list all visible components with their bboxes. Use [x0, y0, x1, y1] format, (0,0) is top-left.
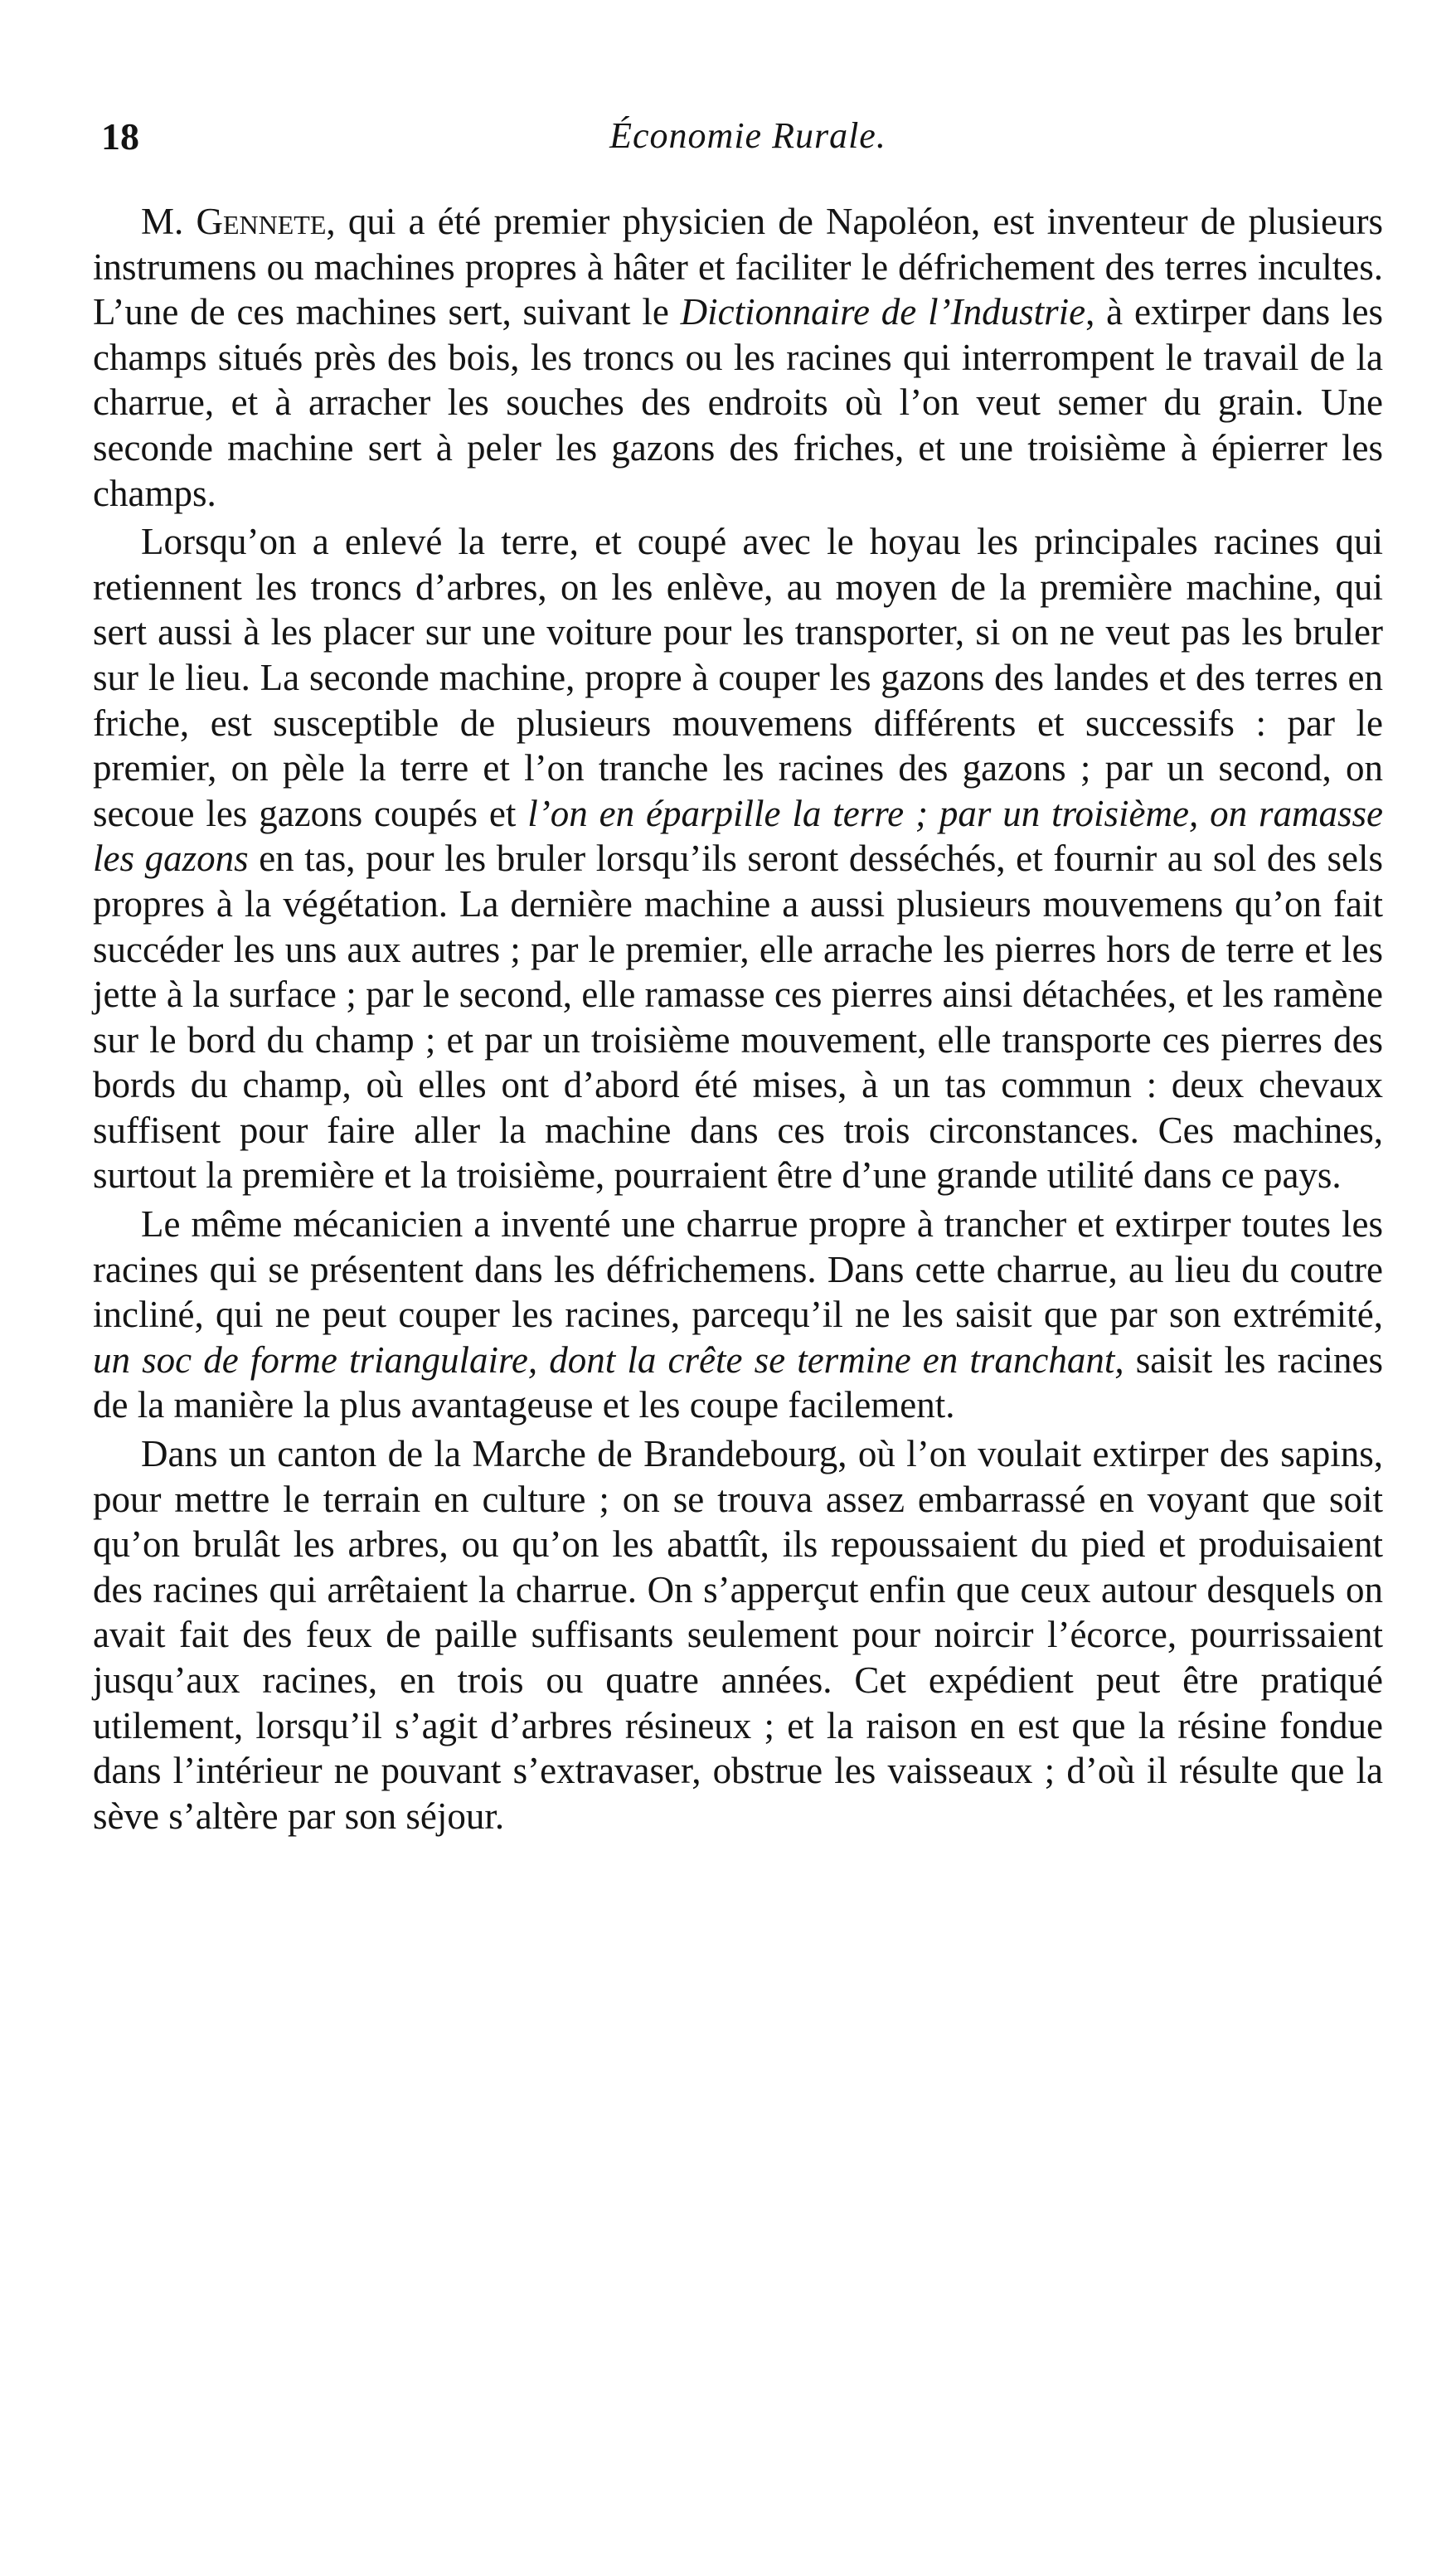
author-name: M. Gennete	[141, 201, 327, 242]
paragraph-text: Dans un canton de la Marche de Brandebourg, où l’on voulait extirper des sapins, pour mettre le terrain en culture ; on se trouva assez embarrassé en voyant que soit qu’on brulât les arbres, ou qu’on les abattît, ils repoussaient du pied et produisaient des racines qui arrêtaient la charrue. On s’apperçut enfin que ceux autour desquels on avait fait des feux de paille suffisants seulement pour noircir l’écorce, pourrissaient jusqu’aux racines, en trois ou quatre années. Cet expédient peut être pratiqué utilement, lorsqu’il s’agit d’arbres résineux ; et la raison en est que la résine fondue dans l’intérieur ne pouvant s’extravaser, obstrue les vaisseaux ; d’où il résulte que la sève s’altère par son séjour.	[93, 1433, 1383, 1837]
paragraph-text: saisit les racines de la manière la plus avantageuse et les coupe facilement.	[93, 1338, 1383, 1426]
paragraph-text: Le même mécanicien a inventé une charrue propre à trancher et extirper toutes les racines qui se présentent dans les défrichemens. Dans cette charrue, au lieu du coutre incliné, qui ne peut couper les racines, parcequ’il ne les saisit que par son extrémité,	[93, 1203, 1383, 1336]
running-head: Économie Rurale.	[609, 115, 886, 156]
paragraph-machine-usage	[93, 519, 1383, 1198]
italic-text: l’on en éparpille la terre ; par un troisième, on ramasse les gazons	[93, 792, 1384, 880]
paragraph-gennete-machines	[93, 199, 1383, 516]
page-number: 18	[101, 115, 139, 158]
paragraph-text: en tas, pour les bruler lorsqu’ils seront desséchés, et fournir au sol des sels propres à la végétation. La dernière machine a aussi plusieurs mouvemens qu’on fait succéder les uns aux autres ; par le premier, elle arrache les pierres hors de terre et les jette à la surface ; par le second, elle ramasse ces pierres ainsi détachées, et les ramène sur le bord du champ ; et par un troisième mouvement, elle transporte ces pierres des bords du champ, où elles ont d’abord été mises, à un tas commun : deux chevaux suffisent pour faire aller la machine dans ces trois circonstances. Ces machines, surtout la première et la troisième, pourraient être d’une grande utilité dans ce pays.	[93, 838, 1383, 1197]
book-title: Dictionnaire de l’Industrie	[680, 291, 1086, 333]
italic-text: un soc de forme triangulaire, dont la crête se termine en tranchant,	[93, 1338, 1124, 1381]
paragraph-brandenburg	[93, 1431, 1383, 1839]
paragraph-plough	[93, 1202, 1383, 1428]
body-text	[93, 199, 1383, 1842]
paragraph-text: Lorsqu’on a enlevé la terre, et coupé avec le hoyau les principales racines qui retiennent les troncs d’arbres, on les enlève, au moyen de la première machine, qui sert aussi à les placer sur une voiture pour les transporter, si on ne veut pas les bruler sur le lieu. La seconde machine, propre à couper les gazons des landes et des terres en friche, est susceptible de plusieurs mouvemens différents et successifs : par le premier, on pèle la terre et l’on tranche les racines des gazons ; par un second, on secoue les gazons coupés et	[93, 521, 1383, 834]
paragraph-text: , qui a été premier physicien de Napoléon, est inventeur de plusieurs instrumens ou machines propres à hâter et faciliter le défrichement des terres incultes. L’une de ces machines sert, suivant le	[93, 201, 1383, 333]
page-header	[101, 114, 1395, 172]
paragraph-text: , à extirper dans les champs situés près des bois, les troncs ou les racines qui interrompent le travail de la charrue, et à arracher les souches des endroits où l’on veut semer du grain. Une seconde machine sert à peler les gazons des friches, et une troisième à épierrer les champs.	[93, 291, 1384, 514]
